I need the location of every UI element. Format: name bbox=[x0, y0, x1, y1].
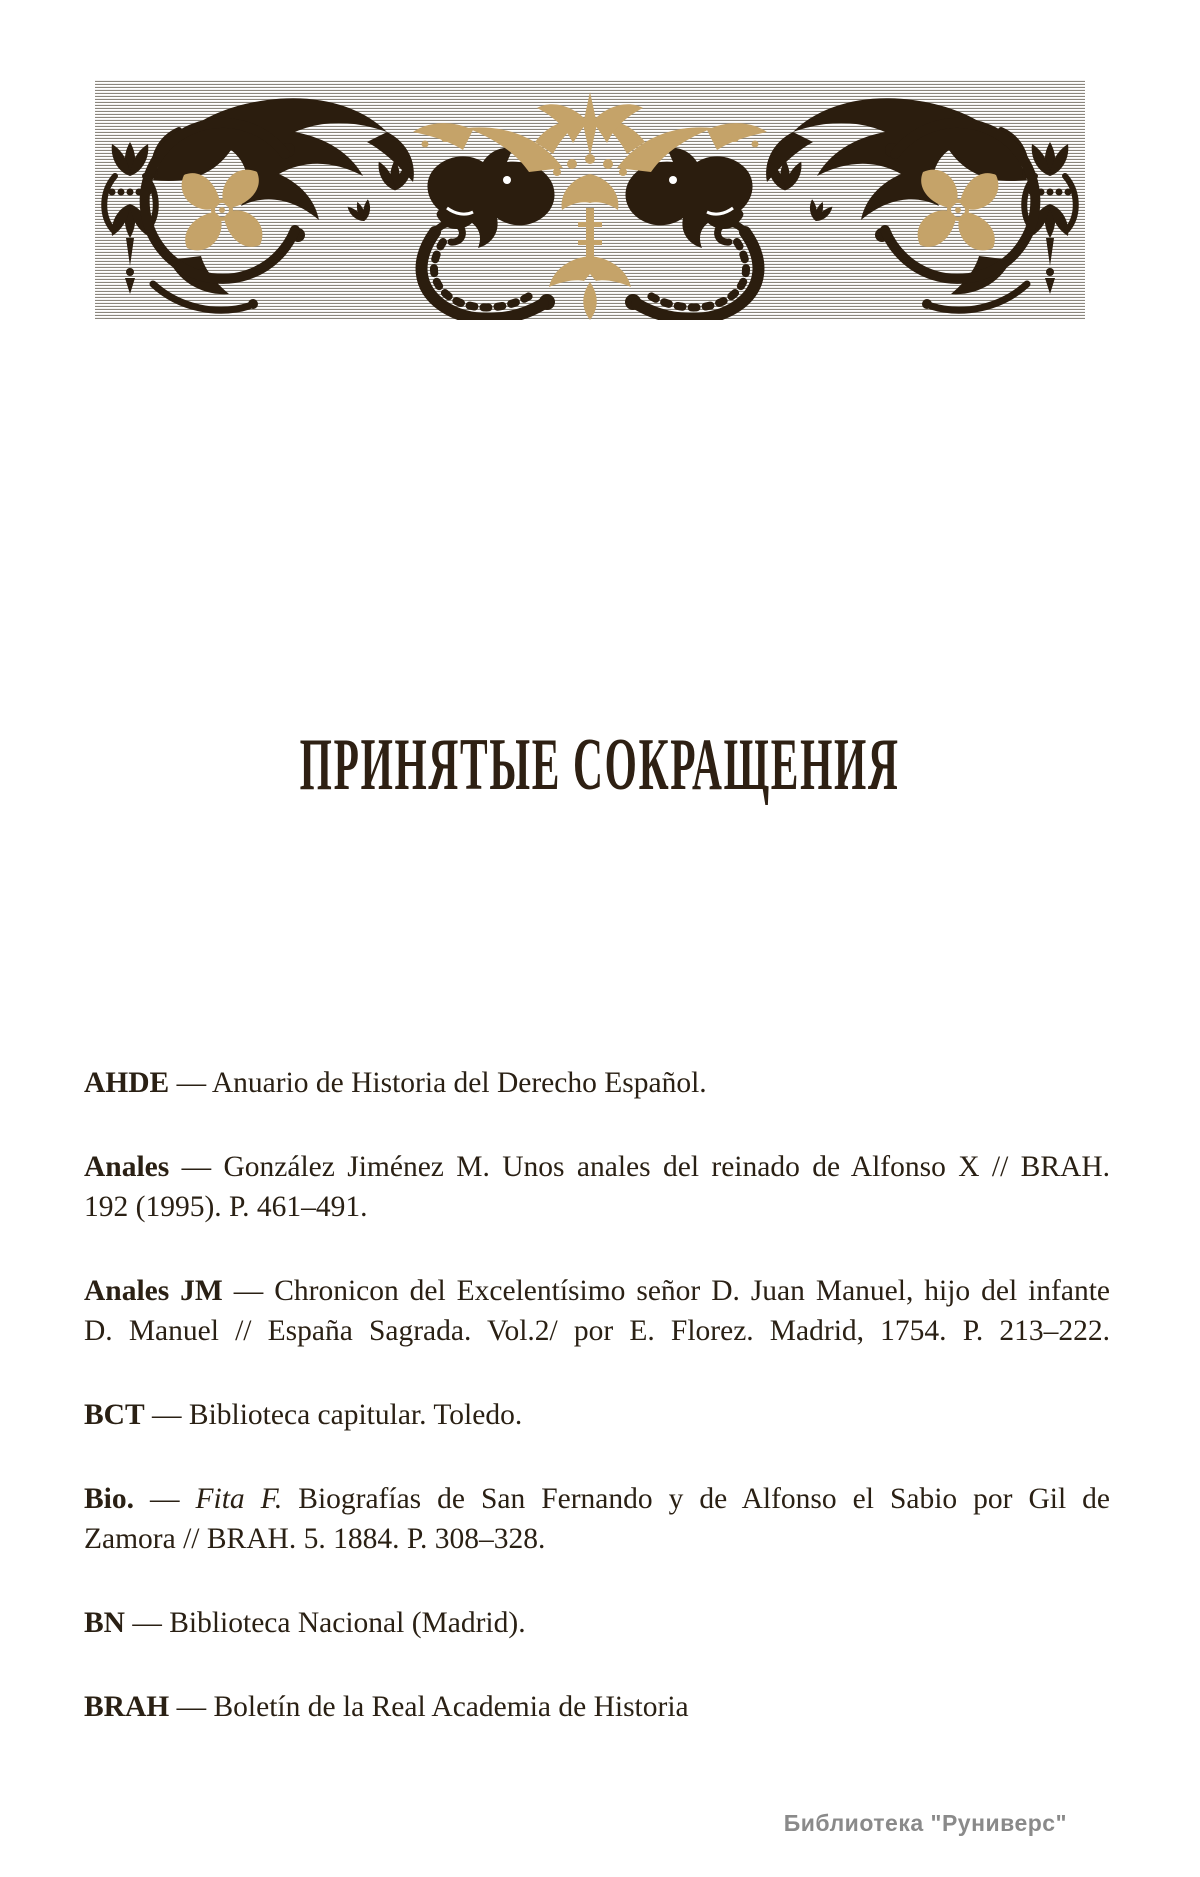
abbr-term: BCT bbox=[84, 1399, 145, 1431]
dash-separator: — bbox=[176, 1691, 207, 1723]
dash-separator: — bbox=[152, 1399, 182, 1431]
entry-text: Biografías de San Fernando y de Alfonso el Sabio por Gil de bbox=[298, 1483, 1111, 1515]
entry-text: González Jiménez M. Unos anales del reinado de Alfonso X // BRAH. bbox=[223, 1151, 1111, 1183]
author-italic: Fita F. bbox=[195, 1483, 283, 1515]
entry-text: Zamora // BRAH. 5. 1884. P. 308–328. bbox=[84, 1523, 546, 1555]
entry-line bbox=[84, 1187, 1110, 1227]
abbreviation-entry-brah bbox=[84, 1687, 1110, 1727]
entry-line bbox=[84, 1271, 1110, 1311]
abbreviation-entry-bct bbox=[84, 1395, 1110, 1435]
entry-text: Chronicon del Excelentísimo señor D. Juan Manuel, hijo del infante bbox=[274, 1275, 1111, 1307]
abbreviation-entry-bn bbox=[84, 1603, 1110, 1643]
abbreviation-entry-anales-jm bbox=[84, 1271, 1110, 1351]
entry-text: Biblioteca capitular. Toledo. bbox=[188, 1399, 523, 1431]
entry-line bbox=[84, 1063, 1110, 1103]
abbr-term: BRAH bbox=[84, 1691, 170, 1723]
abbreviation-entry-ahde bbox=[84, 1063, 1110, 1103]
entry-line bbox=[84, 1395, 1110, 1435]
entry-text: Anuario de Historia del Derecho Español. bbox=[211, 1067, 707, 1099]
dash-separator: — bbox=[233, 1275, 264, 1307]
entry-line bbox=[84, 1603, 1110, 1643]
entry-line bbox=[84, 1519, 1110, 1559]
library-watermark: Библиотека "Руниверс" bbox=[783, 1810, 1067, 1836]
page-title-text: ПРИНЯТЫЕ СОКРАЩЕНИЯ bbox=[300, 724, 900, 806]
entry-text: 192 (1995). P. 461–491. bbox=[84, 1191, 368, 1223]
abbr-term: BN bbox=[84, 1607, 125, 1639]
entry-text: Boletín de la Real Academia de Historia bbox=[213, 1691, 689, 1723]
dash-separator: — bbox=[176, 1067, 207, 1099]
abbr-term: Bio. bbox=[84, 1483, 134, 1515]
dash-separator: — bbox=[150, 1483, 180, 1515]
entry-line bbox=[84, 1687, 1110, 1727]
floral-headpiece-ornament bbox=[95, 80, 1085, 320]
abbreviation-entry-anales bbox=[84, 1147, 1110, 1227]
entry-line bbox=[84, 1147, 1110, 1187]
abbr-term: Anales JM bbox=[84, 1275, 223, 1307]
entry-text: D. Manuel // España Sagrada. Vol.2/ por E. Florez. Madrid, 1754. P. 213–222. bbox=[84, 1315, 1110, 1347]
abbreviation-list bbox=[84, 1063, 1110, 1727]
abbreviation-entry-bio bbox=[84, 1479, 1110, 1559]
entry-line bbox=[84, 1479, 1110, 1519]
entry-line bbox=[84, 1311, 1110, 1351]
abbr-term: Anales bbox=[84, 1151, 170, 1183]
entry-text: Biblioteca Nacional (Madrid). bbox=[169, 1607, 526, 1639]
page-title bbox=[0, 726, 1200, 804]
dash-separator: — bbox=[132, 1607, 162, 1639]
dash-separator: — bbox=[181, 1151, 212, 1183]
abbr-term: AHDE bbox=[84, 1067, 170, 1099]
